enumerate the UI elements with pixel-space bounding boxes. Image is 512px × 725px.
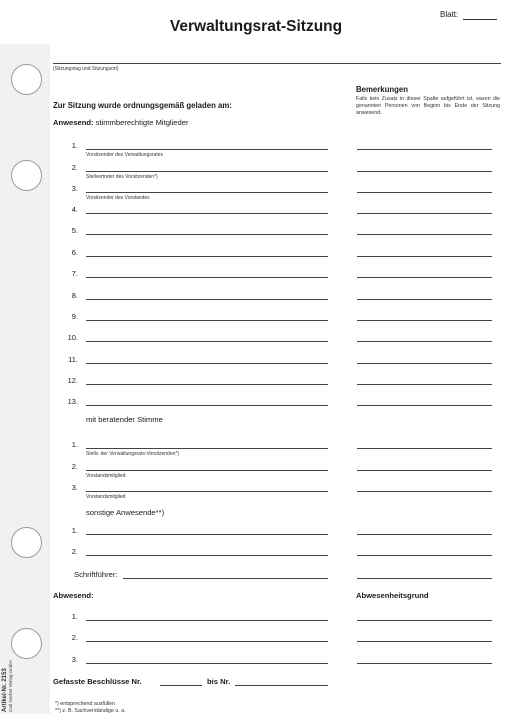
member-row-caption: Stellvertreter des Vorsitzenden*) [86, 174, 158, 180]
absent-row-number: 2. [71, 633, 78, 642]
publisher-name: Carl Gerber Verlag GmbH [8, 660, 13, 712]
member-row-name-line[interactable] [86, 405, 328, 406]
anwesend-label: Anwesend: [53, 118, 94, 127]
advisory-row-name-line[interactable] [86, 491, 328, 492]
member-row-name-line[interactable] [86, 320, 328, 321]
absent-row-remark-line[interactable] [357, 663, 492, 664]
punch-hole [11, 64, 42, 95]
punch-hole [11, 527, 42, 558]
sheet-number-field[interactable] [463, 19, 497, 20]
footnote: *) entsprechend ausfüllen [55, 701, 116, 707]
others-row-name-line[interactable] [86, 534, 328, 535]
footnote: **) z. B. Sachverständige u. a. [55, 708, 126, 714]
absent-row-name-line[interactable] [86, 641, 328, 642]
schriftfuehrer-field[interactable] [123, 578, 328, 579]
others-row-number: 1. [71, 526, 78, 535]
others-row-remark-line[interactable] [357, 534, 492, 535]
member-row-number: 4. [71, 205, 78, 214]
member-row-name-line[interactable] [86, 384, 328, 385]
member-row-number: 1. [71, 141, 78, 150]
meeting-date-place-field[interactable] [53, 63, 501, 64]
meeting-date-place-caption: (Sitzungstag und Sitzungsort) [53, 66, 119, 72]
abwesenheitsgrund-heading: Abwesenheitsgrund [356, 591, 429, 600]
member-row-name-line[interactable] [86, 363, 328, 364]
member-row-name-line[interactable] [86, 213, 328, 214]
member-row-name-line[interactable] [86, 277, 328, 278]
resolutions-label: Gefasste Beschlüsse Nr. [53, 677, 142, 686]
member-row-remark-line[interactable] [357, 320, 492, 321]
binding-strip [0, 44, 50, 714]
article-number: Artikel-Nr. 2153 [2, 668, 8, 712]
sheet-number-label: Blatt: [440, 10, 459, 19]
member-row-name-line[interactable] [86, 299, 328, 300]
member-row-number: 11. [68, 355, 78, 364]
advisory-row-caption: Vorstandsmitglied [86, 473, 126, 479]
member-row-remark-line[interactable] [357, 171, 492, 172]
member-row-caption: Vorsitzender des Vorstandes [86, 195, 150, 201]
absent-row-remark-line[interactable] [357, 641, 492, 642]
anwesend-subtitle: stimmberechtigte Mitglieder [95, 118, 189, 127]
advisory-row-remark-line[interactable] [357, 470, 492, 471]
resolutions-from-field[interactable] [160, 685, 202, 686]
member-row-name-line[interactable] [86, 192, 328, 193]
member-row-name-line[interactable] [86, 256, 328, 257]
advisory-row-caption: Vorstandsmitglied [86, 494, 126, 500]
advisory-row-caption: Stellv. der Verwaltungsrats-Vorsitzenden*) [86, 451, 180, 457]
member-row-number: 10. [67, 333, 78, 342]
member-row-name-line[interactable] [86, 234, 328, 235]
side-imprint [2, 640, 32, 720]
member-row-name-line[interactable] [86, 341, 328, 342]
punch-hole [11, 160, 42, 191]
resolutions-bis-label: bis Nr. [207, 677, 231, 686]
member-row-number: 3. [71, 184, 78, 193]
member-row-remark-line[interactable] [357, 277, 492, 278]
member-row-number: 13. [67, 397, 78, 406]
invite-heading: Zur Sitzung wurde ordnungsgemäß geladen am: [53, 101, 232, 110]
others-heading: sonstige Anwesende**) [86, 508, 165, 517]
member-row-remark-line[interactable] [357, 234, 492, 235]
schriftfuehrer-remark-line[interactable] [357, 578, 492, 579]
member-row-number: 9. [71, 312, 78, 321]
others-row-remark-line[interactable] [357, 555, 492, 556]
member-row-remark-line[interactable] [357, 256, 492, 257]
absent-row-name-line[interactable] [86, 663, 328, 664]
member-row-number: 5. [71, 226, 78, 235]
absent-row-number: 1. [71, 612, 78, 621]
member-row-name-line[interactable] [86, 149, 328, 150]
member-row-remark-line[interactable] [357, 363, 492, 364]
member-row-remark-line[interactable] [357, 149, 492, 150]
member-row-remark-line[interactable] [357, 405, 492, 406]
absent-row-number: 3. [71, 655, 78, 664]
member-row-remark-line[interactable] [357, 213, 492, 214]
member-row-number: 6. [71, 248, 78, 257]
remarks-heading: Bemerkungen [356, 85, 408, 94]
member-row-name-line[interactable] [86, 171, 328, 172]
member-row-caption: Vorsitzender des Verwaltungsrates [86, 152, 163, 158]
absent-row-name-line[interactable] [86, 620, 328, 621]
member-row-remark-line[interactable] [357, 299, 492, 300]
others-row-number: 2. [71, 547, 78, 556]
others-row-name-line[interactable] [86, 555, 328, 556]
member-row-number: 12. [67, 376, 78, 385]
schriftfuehrer-label: Schriftführer: [74, 570, 118, 579]
member-row-remark-line[interactable] [357, 192, 492, 193]
member-row-number: 7. [71, 269, 78, 278]
advisory-row-name-line[interactable] [86, 448, 328, 449]
advisory-row-remark-line[interactable] [357, 491, 492, 492]
abwesend-heading: Abwesend: [53, 591, 94, 600]
resolutions-to-field[interactable] [235, 685, 328, 686]
remarks-text: Falls kein Zusatz in dieser Spalte aufgeführt ist, waren die genannten Personen von Beginn bis Ende der Sitzung anwesend. [356, 96, 500, 116]
advisory-row-number: 3. [71, 483, 78, 492]
member-row-number: 2. [71, 163, 78, 172]
member-row-number: 8. [71, 291, 78, 300]
absent-row-remark-line[interactable] [357, 620, 492, 621]
page-title: Verwaltungsrat-Sitzung [169, 18, 343, 35]
member-row-remark-line[interactable] [357, 384, 492, 385]
advisory-row-number: 2. [71, 462, 78, 471]
advisory-row-remark-line[interactable] [357, 448, 492, 449]
advisory-row-name-line[interactable] [86, 470, 328, 471]
advisory-heading: mit beratender Stimme [86, 415, 163, 424]
advisory-row-number: 1. [71, 440, 78, 449]
anwesend-heading [53, 118, 189, 127]
member-row-remark-line[interactable] [357, 341, 492, 342]
